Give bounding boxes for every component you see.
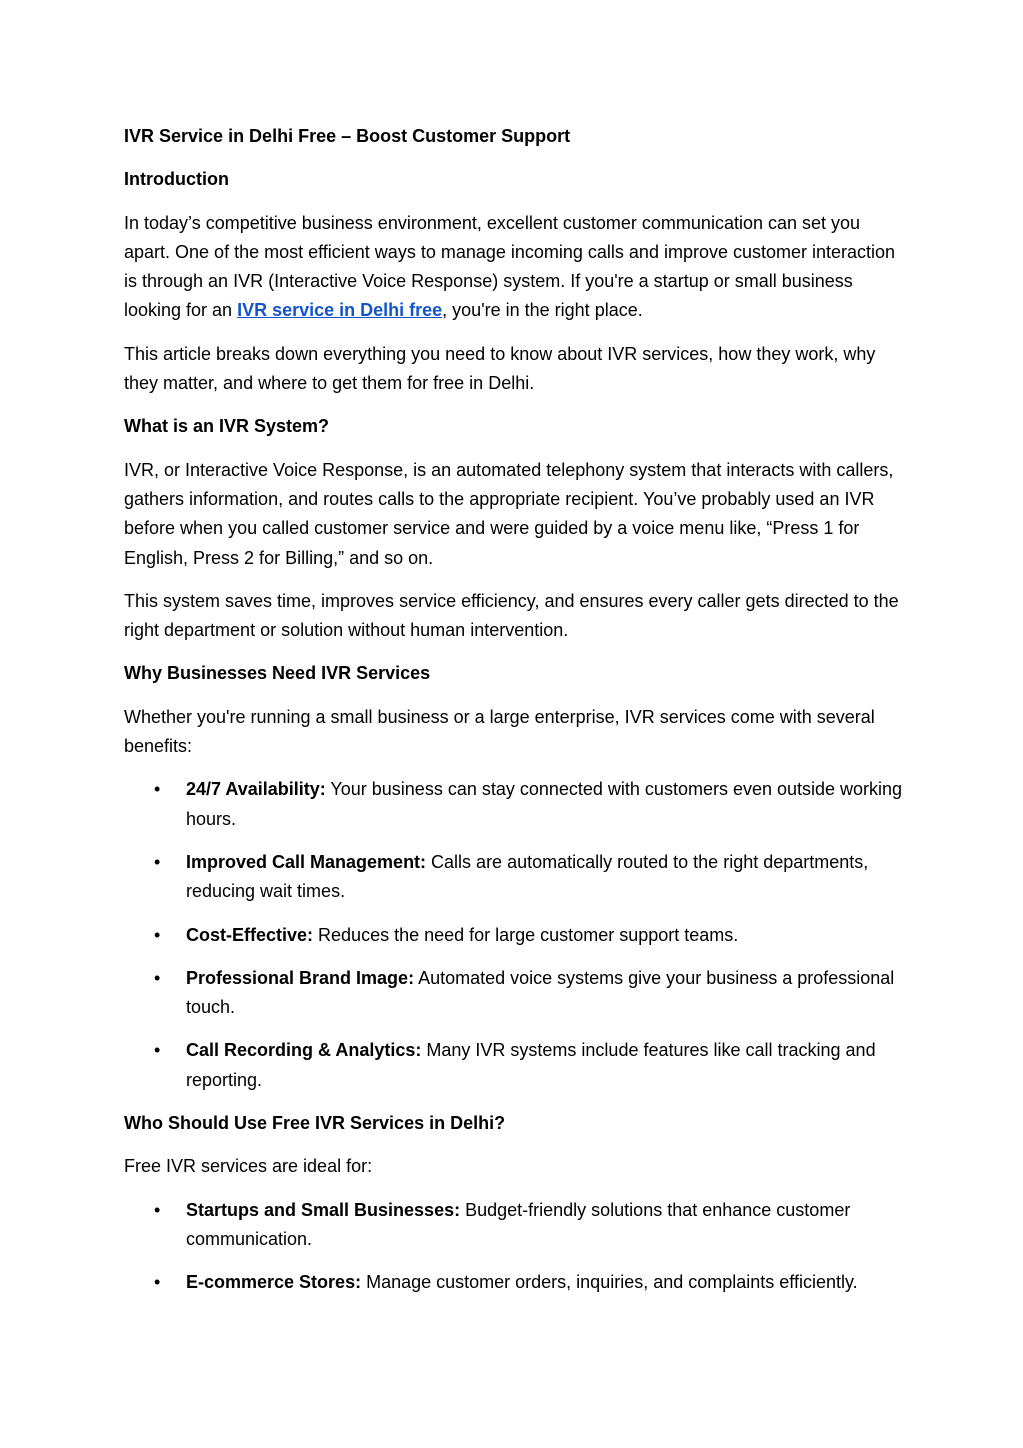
list-item-text: Calls are automatically routed to the right departments, reducing wait times. — [186, 851, 869, 902]
benefits-list — [124, 775, 904, 1095]
list-item — [124, 1196, 904, 1255]
why-heading: Why Businesses Need IVR Services — [124, 663, 431, 684]
document-title: IVR Service in Delhi Free – Boost Customer Support — [124, 126, 571, 146]
document-page — [124, 122, 904, 1312]
list-item-text: Many IVR systems include features like call tracking and reporting. — [186, 1040, 876, 1090]
what-paragraph-1: IVR, or Interactive Voice Response, is an automated telephony system that interacts with callers, gathers information, and routes calls to the appropriate recipient. You’ve probably used an IVR before when you called customer service and were guided by a voice menu like, “Press 1 for English, Press 2 for Billing,” and so on. — [124, 459, 894, 568]
intro-text-before-link: In today’s competitive business environment, excellent customer communication can set you apart. One of the most efficient ways to manage incoming calls and improve customer interaction is through an IVR (Interactive Voice Response) system. If you're a startup or small business looking for an — [124, 212, 896, 321]
bullet-icon: • — [154, 851, 161, 872]
list-item-term: Improved Call Management: — [186, 851, 427, 872]
intro-heading: Introduction — [124, 169, 229, 190]
bullet-icon: • — [154, 1272, 161, 1293]
list-item-term: Professional Brand Image: — [186, 967, 415, 988]
list-item-term: Cost-Effective: — [186, 924, 314, 945]
intro-paragraph-2: This article breaks down everything you need to know about IVR services, how they work, why they matter, and where to get them for free in Delhi. — [124, 343, 876, 394]
list-item-term: Startups and Small Businesses: — [186, 1199, 461, 1220]
intro-paragraph-1 — [124, 209, 904, 326]
why-paragraph-1: Whether you're running a small business or a large enterprise, IVR services come with several benefits: — [124, 706, 875, 757]
intro-text-after-link: , you're in the right place. — [442, 300, 643, 321]
who-paragraph-1: Free IVR services are ideal for: — [124, 1156, 373, 1177]
list-item — [124, 848, 904, 907]
list-item — [124, 964, 904, 1023]
list-item-term: E-commerce Stores: — [186, 1272, 362, 1293]
what-heading: What is an IVR System? — [124, 416, 330, 437]
list-item — [124, 1268, 904, 1297]
list-item — [124, 1036, 904, 1095]
ideal-for-list — [124, 1196, 904, 1298]
list-item-text: Your business can stay connected with customers even outside working hours. — [186, 779, 903, 829]
list-item-text: Budget-friendly solutions that enhance customer communication. — [186, 1199, 851, 1249]
what-paragraph-2: This system saves time, improves service efficiency, and ensures every caller gets directed to the right department or solution without human intervention. — [124, 590, 899, 641]
list-item — [124, 921, 904, 950]
list-item-text: Manage customer orders, inquiries, and complaints efficiently. — [361, 1272, 858, 1293]
list-item-term: Call Recording & Analytics: — [186, 1040, 422, 1061]
list-item-term: 24/7 Availability: — [186, 779, 326, 800]
list-item-text: Reduces the need for large customer support teams. — [313, 924, 739, 945]
who-heading: Who Should Use Free IVR Services in Delhi? — [124, 1113, 506, 1134]
bullet-icon: • — [154, 1199, 161, 1220]
bullet-icon: • — [154, 1040, 161, 1061]
bullet-icon: • — [154, 924, 161, 945]
bullet-icon: • — [154, 967, 161, 988]
list-item — [124, 775, 904, 834]
bullet-icon: • — [154, 779, 161, 800]
list-item-text: Automated voice systems give your business a professional touch. — [186, 967, 895, 1018]
ivr-service-link[interactable]: IVR service in Delhi free — [237, 300, 443, 321]
